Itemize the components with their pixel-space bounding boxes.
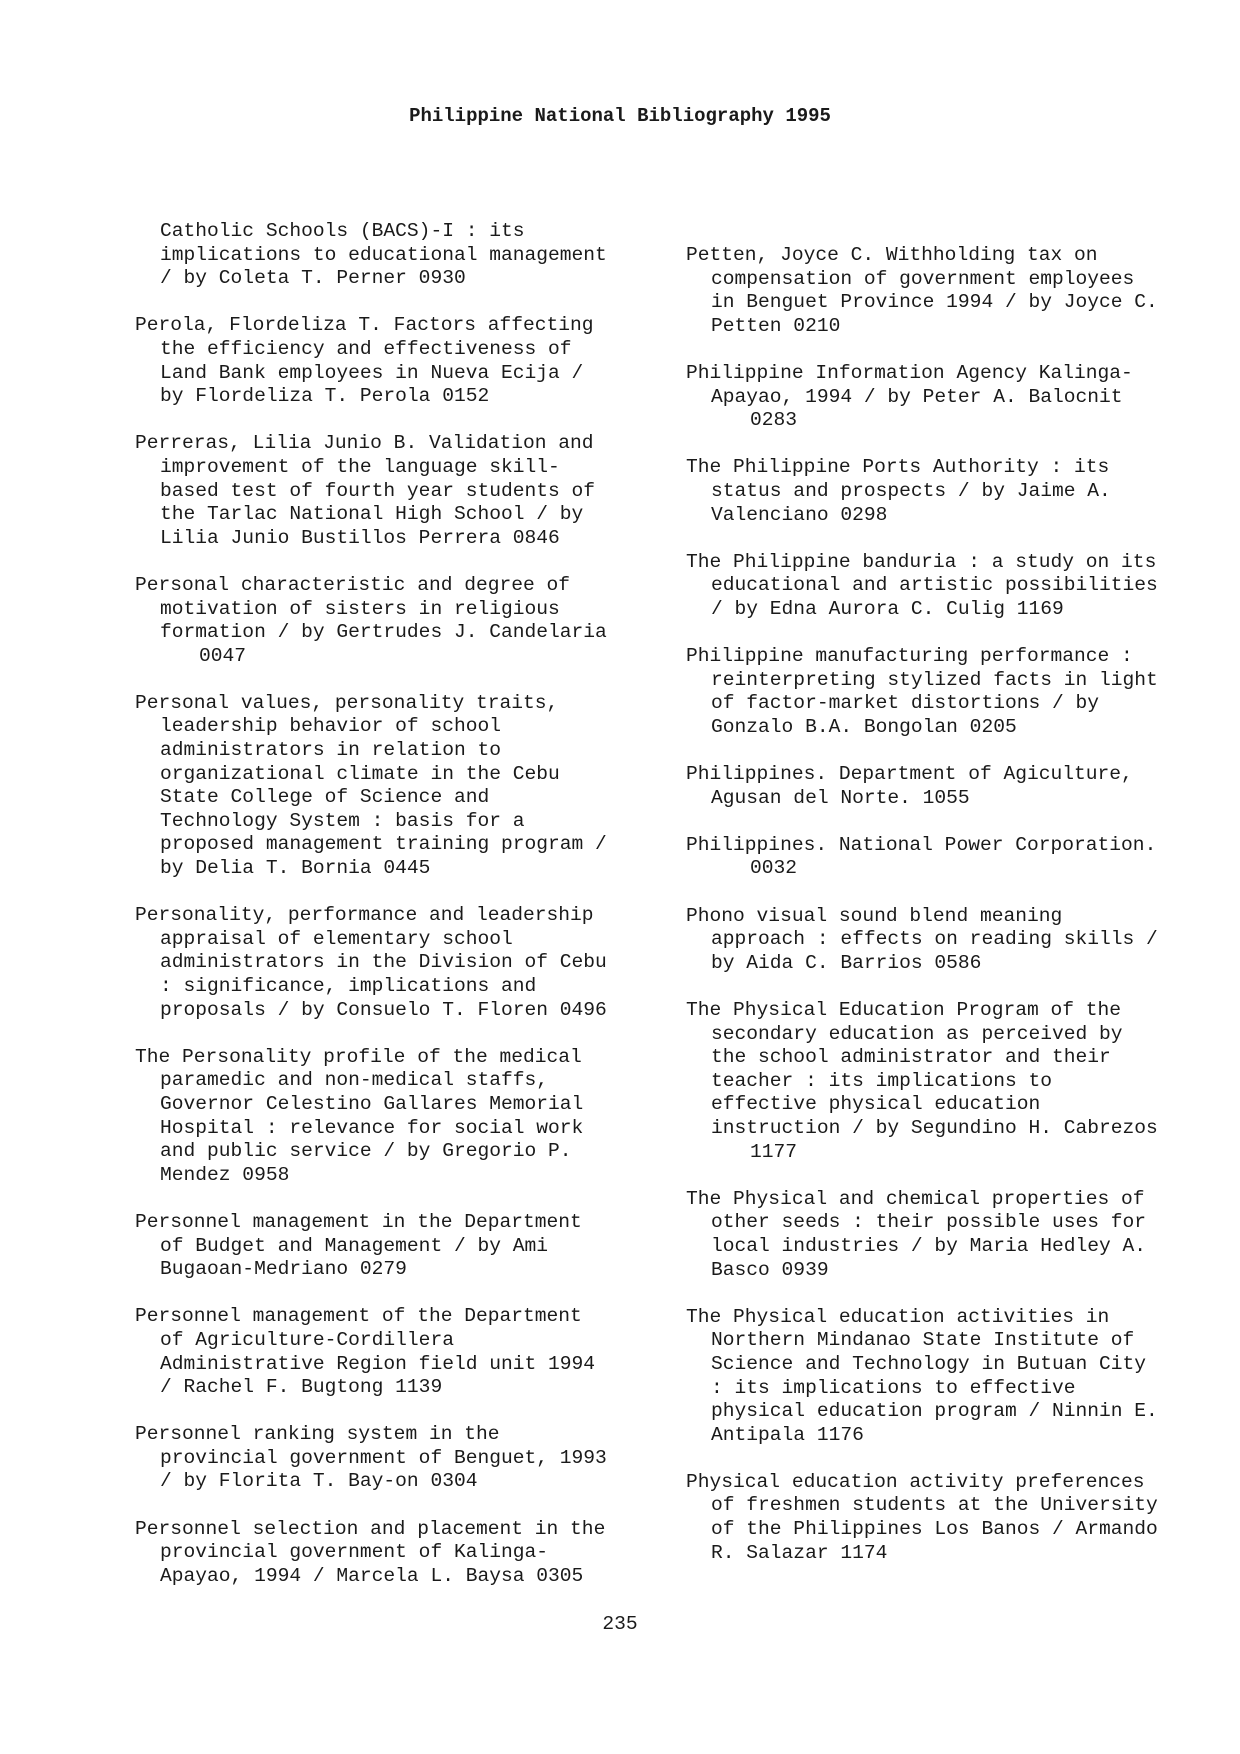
- entry-line: R. Salazar 1174: [711, 1541, 888, 1564]
- entry-line: leadership behavior of school: [160, 715, 501, 738]
- entry-line: by Aida C. Barrios 0586: [711, 951, 982, 974]
- entry-line: local industries / by Maria Hedley A.: [711, 1234, 1147, 1257]
- bibliography-entry: [686, 905, 1216, 976]
- entry-line: Antipala 1176: [711, 1423, 864, 1446]
- bibliography-entry: [686, 763, 1216, 810]
- entry-line: of Agriculture-Cordillera: [160, 1328, 454, 1351]
- entry-line: Governor Celestino Gallares Memorial: [160, 1092, 584, 1115]
- entry-line: Technology System : basis for a: [160, 809, 525, 832]
- entry-line: proposals / by Consuelo T. Floren 0496: [160, 998, 607, 1021]
- entry-line: Personnel ranking system in the: [135, 1423, 500, 1446]
- entry-line: Lilia Junio Bustillos Perrera 0846: [160, 526, 560, 549]
- entry-line: Basco 0939: [711, 1258, 829, 1281]
- entry-line: formation / by Gertrudes J. Candelaria: [160, 621, 607, 644]
- entry-line: reinterpreting stylized facts in light: [711, 668, 1158, 691]
- entry-line: Apayao, 1994 / by Peter A. Balocnit: [711, 385, 1123, 408]
- entry-line: State College of Science and: [160, 786, 490, 809]
- bibliography-entry: [686, 1188, 1216, 1282]
- page-title: Philippine National Bibliography 1995: [409, 105, 831, 127]
- bibliography-entry: [135, 1423, 665, 1494]
- entry-line: The Physical and chemical properties of: [686, 1187, 1145, 1210]
- entry-line: Agusan del Norte. 1055: [711, 786, 970, 809]
- entry-line: / by Florita T. Bay-on 0304: [160, 1470, 478, 1493]
- entry-line: other seeds : their possible uses for: [711, 1211, 1147, 1234]
- entry-line: and public service / by Gregorio P.: [160, 1140, 572, 1163]
- entry-line: educational and artistic possibilities: [711, 574, 1158, 597]
- entry-line: administrators in relation to: [160, 739, 501, 762]
- entry-line: instruction / by Segundino H. Cabrezos: [711, 1116, 1158, 1139]
- entry-line: : significance, implications and: [160, 975, 537, 997]
- bibliography-entry: [135, 1305, 665, 1399]
- entry-line: Philippine manufacturing performance :: [686, 645, 1133, 668]
- bibliography-entry: [686, 1471, 1216, 1565]
- entry-line: The Personality profile of the medical: [135, 1045, 582, 1068]
- entry-line: 0032: [750, 857, 798, 880]
- page-number: 235: [602, 1613, 638, 1635]
- entry-line: Land Bank employees in Nueva Ecija /: [160, 361, 584, 384]
- bibliography-entry: [135, 1046, 665, 1188]
- entry-line: Personality, performance and leadership: [135, 904, 594, 927]
- bibliography-entry: [135, 314, 665, 408]
- bibliography-entry: [135, 692, 665, 881]
- entry-line: the school administrator and their: [711, 1046, 1111, 1069]
- entry-line: Petten, Joyce C. Withholding tax on: [686, 244, 1098, 266]
- entry-line: provincial government of Benguet, 1993: [160, 1446, 607, 1469]
- entry-line: motivation of sisters in religious: [160, 597, 560, 620]
- entry-line: Mendez 0958: [160, 1163, 290, 1186]
- entry-line: Philippines. National Power Corporation.: [686, 833, 1157, 856]
- entry-line: / by Coleta T. Perner 0930: [160, 267, 466, 290]
- entry-line: approach : effects on reading skills /: [711, 928, 1158, 951]
- entry-line: implications to educational management: [160, 243, 607, 266]
- entry-line: Personnel management in the Department: [135, 1210, 582, 1233]
- entry-line: the efficiency and effectiveness of: [160, 337, 572, 360]
- entry-line: physical education program / Ninnin E.: [711, 1400, 1158, 1423]
- entry-line: administrators in the Division of Cebu: [160, 951, 607, 974]
- entry-line: based test of fourth year students of: [160, 479, 596, 502]
- bibliography-entry: [686, 456, 1216, 527]
- entry-line: The Philippine banduria : a study on its: [686, 550, 1157, 573]
- entry-line: by Delia T. Bornia 0445: [160, 857, 431, 880]
- bibliography-entry: [135, 1518, 665, 1589]
- entry-line: Physical education activity preferences: [686, 1470, 1145, 1493]
- entry-line: / Rachel F. Bugtong 1139: [160, 1376, 443, 1399]
- entry-line: Science and Technology in Butuan City: [711, 1352, 1147, 1375]
- entry-line: organizational climate in the Cebu: [160, 762, 560, 785]
- bibliography-entry: [686, 1306, 1216, 1448]
- entry-line: Philippine Information Agency Kalinga-: [686, 361, 1133, 384]
- bibliography-entry: [135, 574, 665, 668]
- entry-line: appraisal of elementary school: [160, 927, 513, 950]
- entry-line: status and prospects / by Jaime A.: [711, 479, 1111, 502]
- entry-line: Perola, Flordeliza T. Factors affecting: [135, 314, 594, 337]
- entry-line: secondary education as perceived by: [711, 1022, 1123, 1045]
- entry-line: 1177: [750, 1140, 798, 1163]
- entry-line: Personnel selection and placement in the: [135, 1517, 606, 1540]
- entry-line: of freshmen students at the University: [711, 1494, 1158, 1517]
- entry-line: Phono visual sound blend meaning: [686, 904, 1063, 927]
- entry-line: The Physical education activities in: [686, 1305, 1110, 1328]
- entry-line: by Flordeliza T. Perola 0152: [160, 385, 490, 408]
- entry-line: compensation of government employees: [711, 267, 1135, 290]
- bibliography-entry: [135, 432, 665, 550]
- entry-line: in Benguet Province 1994 / by Joyce C.: [711, 291, 1158, 314]
- entry-line: of Budget and Management / by Ami: [160, 1234, 549, 1257]
- entry-line: paramedic and non-medical staffs,: [160, 1069, 549, 1092]
- bibliography-entry: [686, 244, 1216, 338]
- entry-line: teacher : its implications to: [711, 1069, 1052, 1092]
- entry-line: Perreras, Lilia Junio B. Validation and: [135, 432, 594, 455]
- bibliography-entry: [686, 362, 1216, 433]
- entry-line: Personal values, personality traits,: [135, 691, 559, 714]
- entry-line: proposed management training program /: [160, 833, 607, 856]
- entry-line: 0283: [750, 409, 798, 432]
- entry-line: Personal characteristic and degree of: [135, 573, 571, 596]
- entry-line: of factor-market distortions / by: [711, 692, 1100, 715]
- entry-line: The Philippine Ports Authority : its: [686, 456, 1110, 479]
- entry-line: provincial government of Kalinga-: [160, 1541, 549, 1564]
- entry-line: the Tarlac National High School / by: [160, 503, 584, 526]
- entry-line: Catholic Schools (BACS)-I : its: [160, 220, 525, 242]
- entry-line: The Physical Education Program of the: [686, 999, 1122, 1021]
- entry-line: of the Philippines Los Banos / Armando: [711, 1518, 1158, 1541]
- entry-line: / by Edna Aurora C. Culig 1169: [711, 597, 1064, 620]
- entry-line: Philippines. Department of Agiculture,: [686, 763, 1133, 786]
- entry-line: improvement of the language skill-: [160, 455, 560, 478]
- bibliography-entry: [135, 904, 665, 1022]
- entry-line: Gonzalo B.A. Bongolan 0205: [711, 715, 1017, 738]
- right-column: [686, 244, 1216, 1589]
- bibliography-entry: [135, 220, 665, 291]
- entry-line: Personnel management of the Department: [135, 1305, 582, 1328]
- entry-line: Northern Mindanao State Institute of: [711, 1329, 1135, 1352]
- entry-line: Petten 0210: [711, 314, 841, 337]
- bibliography-entry: [686, 834, 1216, 881]
- bibliography-entry: [686, 645, 1216, 739]
- entry-line: Hospital : relevance for social work: [160, 1116, 584, 1139]
- bibliography-entry: [686, 551, 1216, 622]
- left-column: [135, 220, 665, 1612]
- bibliography-entry: [135, 1211, 665, 1282]
- entry-line: Apayao, 1994 / Marcela L. Baysa 0305: [160, 1564, 584, 1587]
- entry-line: : its implications to effective: [711, 1376, 1076, 1399]
- bibliography-entry: [686, 999, 1216, 1164]
- entry-line: Administrative Region field unit 1994: [160, 1352, 596, 1375]
- entry-line: Bugaoan-Medriano 0279: [160, 1258, 407, 1281]
- entry-line: Valenciano 0298: [711, 503, 888, 526]
- entry-line: 0047: [199, 644, 247, 667]
- entry-line: effective physical education: [711, 1093, 1041, 1116]
